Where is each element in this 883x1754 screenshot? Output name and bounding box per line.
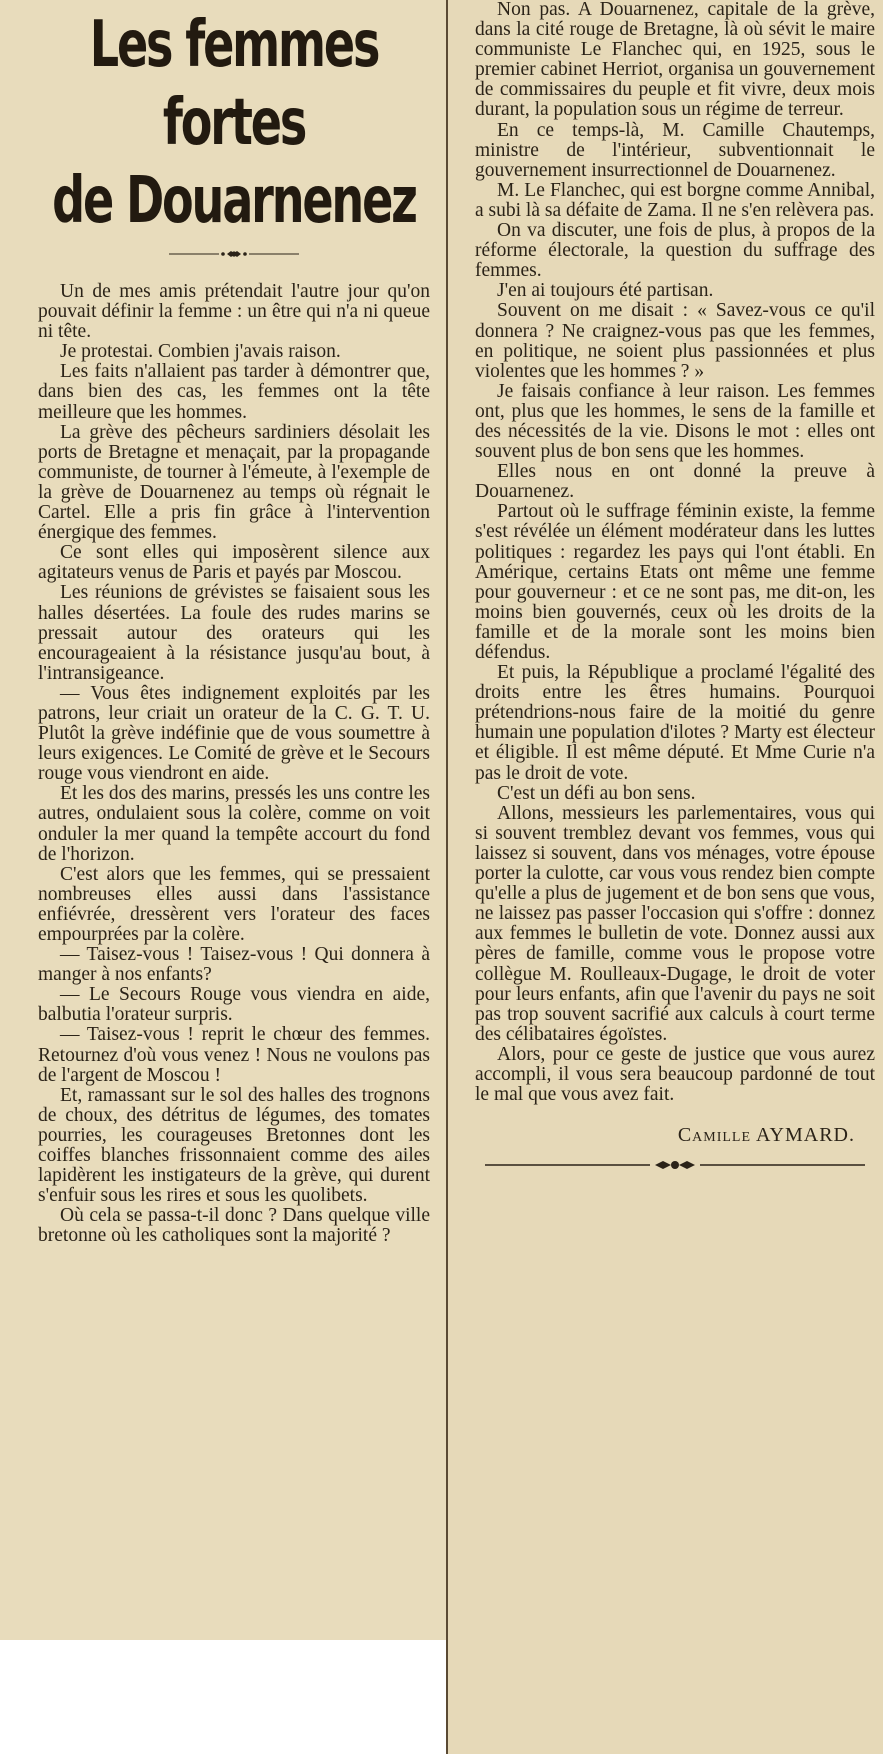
article-title bbox=[35, 6, 432, 240]
paragraph: M. Le Flanchec, qui est borgne comme Annibal, a subi là sa défaite de Zama. Il ne s'en relèvera pas. bbox=[475, 179, 875, 221]
left-column bbox=[38, 0, 430, 1632]
paragraph: Les réunions de grévistes se faisaient sous les halles désertées. La foule des rudes marins se pressait autour des orateurs qui les encourageaient à la résistance jusqu'au bout, à l'intransigeance. bbox=[38, 582, 430, 684]
paragraph: Et, ramassant sur le sol des halles des trognons de choux, des détritus de légumes, des tomates pourries, les courageuses Bretonnes dont les coiffes blanches frissonnaient comme des ailes lapidèrent les instigateurs de la grève, qui durent s'enfuir sous les rires et sous les quolibets. bbox=[38, 1084, 430, 1207]
paragraph: La grève des pêcheurs sardiniers désolait les ports de Bretagne et menaçait, par la propagande communiste, de tourner à l'émeute, à l'exemple de la grève de Douarnenez au temps où régnait le Cartel. Elle a pris fin grâce à l'intervention énergique des femmes. bbox=[38, 421, 430, 544]
column-rule bbox=[446, 0, 448, 1754]
end-ornament bbox=[475, 1157, 875, 1177]
blank-corner bbox=[0, 1640, 448, 1754]
signature-first-name: Camille bbox=[677, 1124, 752, 1147]
paragraph: Et les dos des marins, pressés les uns contre les autres, ondulaient sous la colère, comme on voit onduler la mer quand la tempête accourt du fond de l'horizon. bbox=[38, 783, 430, 865]
paragraph: Un de mes amis prétendait l'autre jour qu'on pouvait définir la femme : un être qui n'a ni queue ni tête. bbox=[38, 281, 430, 343]
paragraph: — Le Secours Rouge vous viendra en aide, balbutia l'orateur surpris. bbox=[38, 984, 430, 1026]
signature bbox=[475, 1125, 875, 1145]
paragraph: Je protestai. Combien j'avais raison. bbox=[60, 341, 341, 363]
paragraph: Les faits n'allaient pas tarder à démontrer que, dans bien des cas, les femmes ont la tête meilleure que les hommes. bbox=[38, 361, 430, 423]
right-body bbox=[475, 0, 875, 1105]
paragraph: Partout où le suffrage féminin existe, la femme s'est révélée un élément modérateur dans les luttes politiques : regardez les pays qui l'ont établi. En Amérique, certains Etats ont même une femme pour gouverneur : et ce ne sont pas, me dit-on, les moins bien gouvernés, ceux où les droits de la famille et de la morale sont les moins bien défendus. bbox=[475, 501, 875, 663]
paragraph: C'est alors que les femmes, qui se pressaient nombreuses elles aussi dans l'assistance enfiévrée, dressèrent vers l'orateur des faces empourprées par la colère. bbox=[38, 863, 430, 945]
paragraph: Non pas. A Douarnenez, capitale de la grève, dans la cité rouge de Bretagne, là où sévit le maire communiste Le Flanchec qui, en 1925, sous le premier cabinet Herriot, organisa un gouvernement de commissaires du peuple et fit vivre, deux mois durant, la population sous un régime de terreur. bbox=[475, 0, 875, 121]
paragraph: — Vous êtes indignement exploités par les patrons, leur criait un orateur de la C. G. T. U. Plutôt la grève indéfinie que de vous soumettre à leurs exigences. Le Comité de grève et le Secours rouge vous viendront en aide. bbox=[38, 682, 430, 785]
paragraph: Ce sont elles qui imposèrent silence aux agitateurs venus de Paris et payés par Moscou. bbox=[38, 542, 430, 584]
paragraph: Où cela se passa-t-il donc ? Dans quelque ville bretonne où les catholiques sont la majorité ? bbox=[38, 1205, 430, 1247]
right-column bbox=[475, 0, 875, 1754]
title-line-2: de Douarnenez bbox=[52, 164, 416, 238]
title-ornament bbox=[38, 248, 430, 260]
paragraph: J'en ai toujours été partisan. bbox=[497, 280, 714, 302]
signature-last-name: AYMARD. bbox=[755, 1124, 855, 1147]
paragraph: Elles nous en ont donné la preuve à Douarnenez. bbox=[475, 461, 875, 503]
paragraph: Souvent on me disait : « Savez-vous ce qu'il donnera ? Ne craignez-vous pas que les femmes, en politique, ne soient plus passionnées et plus violentes que les hommes ? » bbox=[475, 300, 875, 382]
paragraph: Allons, messieurs les parlementaires, vous qui si souvent tremblez devant vos femmes, vous qui laissez si souvent, dans vos ménages, votre épouse porter la culotte, car vous vous rendez bien compte qu'elle a plus de jugement et de bon sens que vous, ne laissez pas passer l'occasion qui s'offre : donnez aux femmes le bulletin de vote. Donnez aussi aux pères de famille, comme vous le propose votre collègue M. Roulleaux-Dugage, le droit de voter pour leurs enfants, afin que l'avenir du pays ne soit pas trop souvent sacrifié aux calculs à court terme des célibataires égoïstes. bbox=[475, 802, 875, 1045]
paragraph: Et puis, la République a proclamé l'égalité des droits entre les êtres humains. Pourquoi prétendrions-nous faire de la moitié du genre humain une population d'ilotes ? Marty est électeur et éligible. Il est même député. Et Mme Curie n'a pas le droit de vote. bbox=[475, 662, 875, 784]
paragraph: Je faisais confiance à leur raison. Les femmes ont, plus que les hommes, le sens de la famille et des nécessités de la vie. Disons le mot : elles ont souvent plus de bon sens que les hommes. bbox=[475, 380, 875, 463]
paragraph: C'est un défi au bon sens. bbox=[497, 782, 696, 804]
title-line-1: Les femmes fortes bbox=[89, 8, 379, 160]
left-body bbox=[38, 282, 430, 1247]
paragraph: En ce temps-là, M. Camille Chautemps, ministre de l'intérieur, subventionnait le gouvernement insurrectionnel de Douarnenez. bbox=[475, 119, 875, 181]
paragraph: — Taisez-vous ! Taisez-vous ! Qui donnera à manger à nos enfants? bbox=[38, 944, 430, 986]
paragraph: Alors, pour ce geste de justice que vous aurez accompli, il vous sera beaucoup pardonné de tout le mal que vous avez fait. bbox=[475, 1043, 875, 1106]
paragraph: — Taisez-vous ! reprit le chœur des femmes. Retournez d'où vous venez ! Nous ne voulons pas de l'argent de Moscou ! bbox=[38, 1024, 430, 1086]
paragraph: On va discuter, une fois de plus, à propos de la réforme électorale, la question du suffrage des femmes. bbox=[475, 220, 875, 282]
